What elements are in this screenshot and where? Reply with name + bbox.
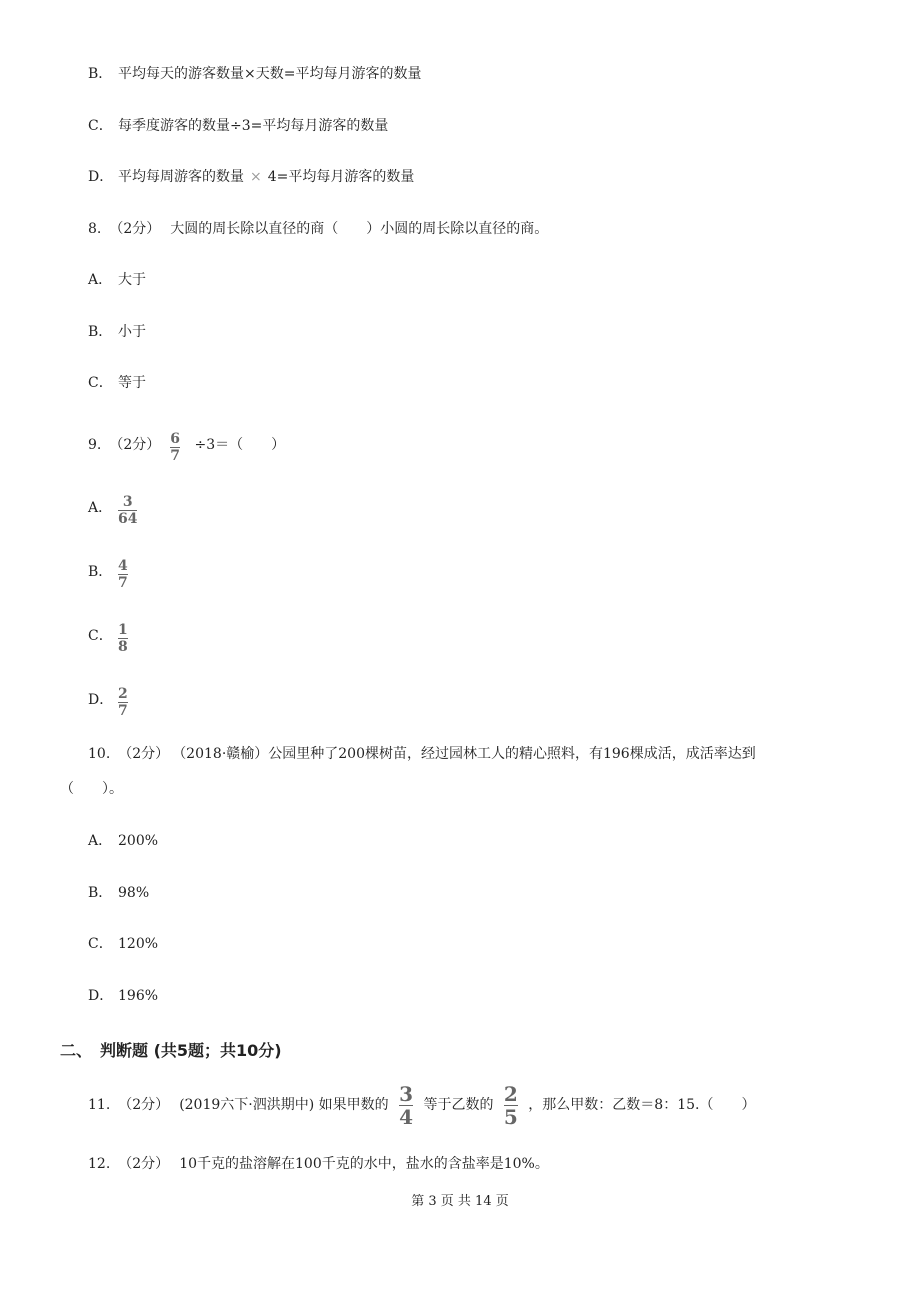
fraction-numerator: 2 — [118, 686, 128, 702]
fraction-numerator: 4 — [118, 558, 128, 574]
option-letter: D． — [88, 169, 114, 185]
fraction-numerator: 3 — [399, 1082, 414, 1106]
fraction-denominator: 7 — [118, 575, 128, 591]
option-text: 平均每周游客的数量 — [118, 169, 244, 185]
question-text-continued: （ ）。 — [60, 781, 123, 797]
fraction — [170, 432, 180, 463]
fraction-numerator: 6 — [170, 431, 181, 447]
q7-option-c — [88, 116, 388, 136]
option-letter: C． — [88, 375, 113, 391]
q10-stem-line1 — [88, 744, 756, 764]
fraction-numerator: 3 — [122, 494, 133, 510]
option-text: 小于 — [118, 324, 146, 340]
option-letter: D． — [88, 692, 114, 708]
fraction — [504, 1084, 518, 1127]
question-number: 12. — [88, 1156, 111, 1172]
question-text: 10千克的盐溶解在100千克的水中，盐水的含盐率是10%。 — [179, 1156, 549, 1172]
option-letter: C． — [88, 936, 113, 952]
question-text: 大圆的周长除以直径的商（ ）小圆的周长除以直径的商。 — [170, 221, 549, 237]
fraction — [399, 1084, 413, 1127]
option-text: 大于 — [118, 272, 146, 288]
q9-option-c — [88, 616, 128, 656]
option-letter: B． — [88, 885, 113, 901]
option-text: 等于 — [118, 375, 146, 391]
question-text: 等于乙数的 — [423, 1097, 494, 1113]
q10-option-b — [88, 883, 149, 903]
option-letter: A． — [88, 500, 113, 516]
option-text: 每季度游客的数量÷3=平均每月游客的数量 — [118, 118, 389, 134]
times-sign: × — [250, 169, 262, 185]
q9-stem — [88, 425, 285, 465]
fraction — [118, 623, 128, 654]
q8-option-c — [88, 373, 146, 393]
option-letter: B． — [88, 324, 113, 340]
q10-stem-line2 — [60, 779, 123, 799]
option-letter: C． — [88, 628, 113, 644]
fraction-numerator: 1 — [118, 622, 128, 638]
option-letter: C． — [88, 118, 113, 134]
question-text: ，那么甲数：乙数＝8：15.（ ） — [528, 1097, 756, 1113]
question-text: （2018·赣榆）公园里种了200棵树苗，经过园林工人的精心照料，有196棵成活，成活率达到 — [179, 746, 756, 762]
question-score: （2分） — [109, 221, 161, 237]
question-number: 8. — [88, 221, 102, 237]
question-number: 10. — [88, 746, 111, 762]
page-footer: 第 3 页 共 14 页 — [411, 1194, 509, 1209]
q10-option-d — [88, 986, 158, 1006]
fraction-denominator: 4 — [399, 1105, 414, 1129]
section-heading: 二、 判断题 (共5题；共10分) — [60, 1041, 282, 1060]
q9-option-d — [88, 680, 128, 720]
fraction-denominator: 7 — [170, 448, 181, 464]
fraction-denominator: 64 — [118, 511, 138, 527]
fraction — [118, 495, 137, 526]
option-text: 200% — [118, 833, 159, 849]
fraction-numerator: 2 — [503, 1082, 518, 1106]
option-text: 98% — [118, 885, 150, 901]
fraction-denominator: 8 — [118, 639, 128, 655]
option-letter: B． — [88, 66, 113, 82]
question-score: （2分） — [118, 746, 170, 762]
option-text: 120% — [118, 936, 159, 952]
q10-option-c — [88, 934, 158, 954]
q7-option-d — [88, 167, 414, 187]
q8-stem — [88, 219, 548, 239]
q10-option-a — [88, 831, 158, 851]
option-letter: B． — [88, 564, 113, 580]
fraction — [118, 687, 128, 718]
fraction — [118, 559, 128, 590]
q11-stem — [88, 1080, 755, 1130]
q9-option-a — [88, 488, 137, 528]
fraction-denominator: 5 — [503, 1105, 518, 1129]
question-text: ÷3＝（ ） — [194, 437, 286, 453]
question-score: （2分） — [118, 1156, 170, 1172]
question-text: (2019六下·泗洪期中) 如果甲数的 — [179, 1097, 389, 1113]
q12-stem — [88, 1154, 549, 1174]
question-number: 9. — [88, 437, 102, 453]
q8-option-b — [88, 322, 146, 342]
question-score: （2分） — [118, 1097, 170, 1113]
q9-option-b — [88, 552, 128, 592]
option-letter: A． — [88, 272, 113, 288]
option-letter: D． — [88, 988, 114, 1004]
fraction-denominator: 7 — [118, 703, 128, 719]
question-number: 11. — [88, 1097, 111, 1113]
q8-option-a — [88, 270, 146, 290]
option-text: 196% — [118, 988, 159, 1004]
option-text: 平均每天的游客数量×天数=平均每月游客的数量 — [118, 66, 422, 82]
question-score: （2分） — [109, 437, 161, 453]
q7-option-b — [88, 64, 421, 84]
option-text: 4=平均每月游客的数量 — [267, 169, 415, 185]
option-letter: A． — [88, 833, 113, 849]
